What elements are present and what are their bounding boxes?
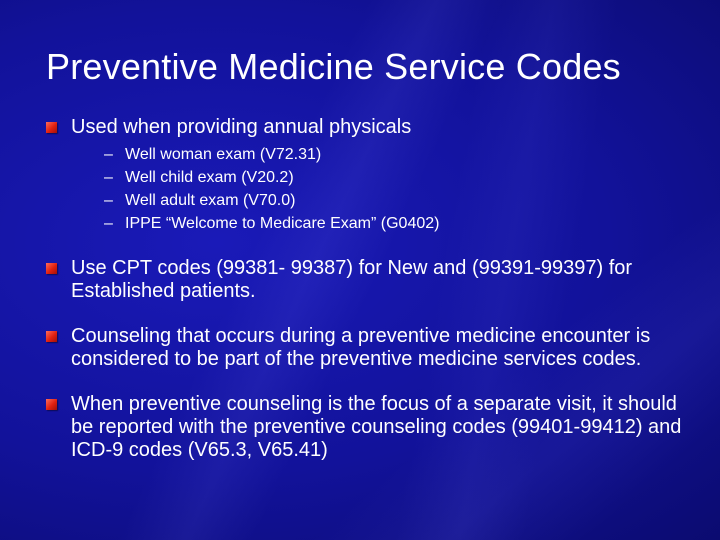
- red-square-bullet-icon: [46, 399, 57, 410]
- sub-bullet-item: [104, 143, 694, 166]
- sub-bullet-text: Well adult exam (V70.0): [125, 192, 296, 209]
- sub-bullet-text: Well woman exam (V72.31): [125, 146, 322, 163]
- slide-title: Preventive Medicine Service Codes: [46, 46, 621, 87]
- bullet-item: [46, 257, 694, 303]
- sub-bullet-item: [104, 166, 694, 189]
- bullet-text: When preventive counseling is the focus of a separate visit, it should be reported with the preventive counseling codes (99401-99412) and ICD-9 codes (V65.3, V65.41): [71, 393, 682, 461]
- bullet-item: [46, 325, 694, 371]
- dash-bullet-icon: –: [104, 146, 113, 163]
- red-square-bullet-icon: [46, 263, 57, 274]
- red-square-bullet-icon: [46, 122, 57, 133]
- dash-bullet-icon: –: [104, 215, 113, 232]
- bullet-text: Used when providing annual physicals: [71, 116, 412, 138]
- bullet-text: Counseling that occurs during a preventive medicine encounter is considered to be part of the preventive medicine services codes.: [71, 325, 651, 370]
- red-square-bullet-icon: [46, 331, 57, 342]
- slide-body: [46, 116, 694, 462]
- bullet-text: Use CPT codes (99381- 99387) for New and (99391-99397) for Established patients.: [71, 257, 633, 302]
- sub-bullet-item: [104, 212, 694, 235]
- sub-bullet-text: Well child exam (V20.2): [125, 169, 294, 186]
- sub-bullet-text: IPPE “Welcome to Medicare Exam” (G0402): [125, 215, 440, 232]
- dash-bullet-icon: –: [104, 169, 113, 186]
- dash-bullet-icon: –: [104, 192, 113, 209]
- bullet-item: [46, 393, 694, 462]
- sub-bullet-item: [104, 189, 694, 212]
- bullet-item: [46, 116, 694, 235]
- sub-bullet-list: [71, 143, 694, 235]
